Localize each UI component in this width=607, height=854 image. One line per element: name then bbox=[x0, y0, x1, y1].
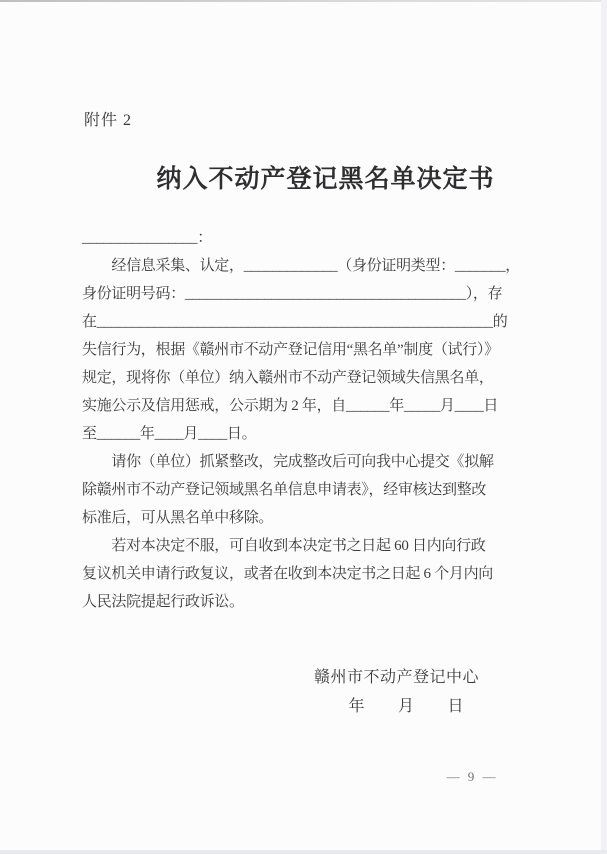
body-line: 身份证明号码：_______________________________________），存 bbox=[82, 286, 503, 302]
page-number: — 9 — bbox=[446, 769, 496, 784]
body-line: 实施公示及信用惩戒，公示期为 2 年，自______年_____月____日 bbox=[82, 398, 499, 414]
body-line: 在_______________________________________________________的 bbox=[82, 314, 508, 330]
body-line: 标准后，可从黑名单中移除。 bbox=[82, 510, 274, 526]
signature-block bbox=[82, 663, 534, 721]
body-line: 失信行为，根据《赣州市不动产登记信用“黑名单”制度（试行）》 bbox=[82, 342, 499, 358]
body-line: 经信息采集、认定，_____________（身份证明类型：_______， bbox=[82, 258, 521, 274]
body-line-recipient: ________________： bbox=[82, 230, 212, 246]
scan-edge-top bbox=[0, 0, 607, 2]
document-title: 纳入不动产登记黑名单决定书 bbox=[156, 166, 495, 193]
body-line: 请你（单位）抓紧整改，完成整改后可向我中心提交《拟解 bbox=[82, 454, 494, 470]
scan-edge-bottom bbox=[0, 850, 607, 854]
body-line: 除赣州市不动产登记领域黑名单信息申请表》，经审核达到整改 bbox=[82, 482, 487, 498]
signature-org: 赣州市不动产登记中心 bbox=[313, 669, 479, 686]
attachment-label: 附件 2 bbox=[84, 112, 133, 129]
body-line: 若对本决定不服，可自收到本决定书之日起 60 日内向行政 bbox=[82, 538, 486, 554]
body-line: 复议机关申请行政复议，或者在收到本决定书之日起 6 个月内向 bbox=[82, 566, 494, 582]
body-line: 人民法院提起行政诉讼。 bbox=[82, 594, 244, 610]
signature-date: 年 月 日 bbox=[348, 698, 464, 715]
body-line: 至______年____月____日。 bbox=[82, 426, 257, 442]
body-line: 规定，现将你（单位）纳入赣州市不动产登记领域失信黑名单， bbox=[82, 370, 494, 386]
scan-edge-right bbox=[601, 0, 607, 854]
document-body bbox=[82, 224, 538, 616]
